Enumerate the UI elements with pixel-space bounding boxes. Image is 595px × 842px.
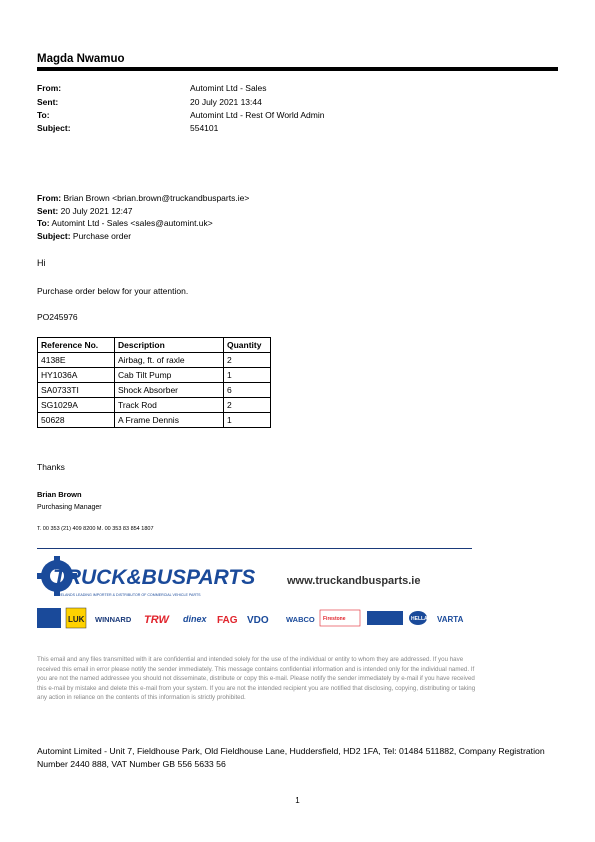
brand-fag: FAG (217, 615, 238, 626)
cell-quantity: 1 (224, 413, 271, 428)
from-value: Automint Ltd - Sales (190, 83, 267, 93)
brand-firestone: Firestone (323, 616, 346, 622)
brand-winnard: WINNARD (95, 615, 132, 624)
cell-description: Track Rod (115, 398, 224, 413)
cell-quantity: 2 (224, 398, 271, 413)
brand-badge-icon (37, 608, 61, 628)
fwd-subject-value: Purchase order (72, 230, 132, 241)
cell-description: Shock Absorber (115, 383, 224, 398)
brand-dinex: dinex (183, 614, 207, 624)
cell-description: Cab Tilt Pump (115, 368, 224, 383)
table-header-row (38, 338, 271, 353)
signature-phone: T. 00 353 (21) 409 8200 M. 00 353 83 854 1807 (37, 526, 154, 532)
brand-logo-icon (367, 611, 403, 625)
disclaimer: This email and any files transmitted with it are confidential and intended solely for the use of the individual or entity to whom they are addressed. If you have received this email in error please notify the sender immediately. This message contains confidential information and is intended only for the individual named. If you are not the named addressee you should not disseminate, distribute or copy this e-mail. Please notify the sender immediately by e-mail if you have received this e-mail by mistake and delete this e-mail from your system. If you are not the intended recipient you are notified that disclosing, copying, distributing or taking any action in reliance on the contents of this information is strictly prohibited. (37, 656, 476, 702)
fwd-to-value: Automint Ltd - Sales <sales@automint.uk> (51, 218, 213, 228)
table-row (38, 383, 271, 398)
thanks-text: Thanks (37, 462, 65, 472)
brand-vdo: VDO (247, 615, 269, 626)
cell-reference: SG1029A (38, 398, 115, 413)
signature-title: Purchasing Manager (37, 504, 102, 511)
sent-value: 20 July 2021 13:44 (190, 97, 262, 107)
subject-value: 554101 (190, 123, 219, 133)
fwd-from-label: From: (37, 193, 62, 203)
page-number: 1 (295, 796, 300, 805)
signature-name: Brian Brown (37, 490, 82, 499)
banner-tagline: IRELANDS LEADING IMPORTER & DISTRIBUTOR OF COMMERCIAL VEHICLE PARTS (57, 593, 201, 597)
subject-label: Subject: (37, 123, 71, 133)
table-row (38, 413, 271, 428)
company-banner (37, 556, 472, 638)
fwd-sent-label: Sent: (37, 205, 59, 216)
forwarded-header (37, 192, 249, 242)
to-label: To: (37, 110, 50, 120)
sender-name: Magda Nwamuo (37, 53, 125, 65)
banner-url: www.truckandbusparts.ie (287, 575, 421, 587)
brand-hella: HELLA (411, 616, 428, 622)
cell-reference: 50628 (38, 413, 115, 428)
intro-text: Purchase order below for your attention. (37, 286, 189, 296)
cell-description: Airbag, ft. of raxle (115, 353, 224, 368)
cell-reference: HY1036A (38, 368, 115, 383)
from-label: From: (37, 83, 62, 93)
signature-divider (37, 548, 472, 549)
fwd-to-label: To: (37, 218, 50, 228)
cell-quantity: 2 (224, 353, 271, 368)
header-description: Description (115, 338, 224, 353)
brand-wabco: WABCO (286, 615, 315, 624)
table-row (38, 368, 271, 383)
table-row (38, 353, 271, 368)
banner-graphic (37, 556, 472, 638)
cell-description: A Frame Dennis (115, 413, 224, 428)
cell-reference: 4138E (38, 353, 115, 368)
company-address: Automint Limited - Unit 7, Fieldhouse Park, Old Fieldhouse Lane, Huddersfield, HD2 1FA, Tel: 01484 511882, Company Registration Number 2440 888, VAT Number GB 556 5633 56 (37, 746, 545, 769)
brand-trw: TRW (144, 614, 169, 626)
to-value: Automint Ltd - Rest Of World Admin (190, 110, 325, 120)
table-row (38, 398, 271, 413)
sent-label: Sent: (37, 97, 59, 107)
purchase-order-table (37, 337, 271, 428)
cell-quantity: 6 (224, 383, 271, 398)
greeting: Hi (37, 258, 46, 268)
header-reference: Reference No. (38, 338, 115, 353)
header-rule (37, 67, 558, 71)
fwd-subject-label: Subject: (37, 230, 71, 241)
brand-luk: LUK (68, 615, 85, 624)
po-number: PO245976 (37, 312, 78, 322)
banner-logo-text: TRUCK&BUSPARTS (53, 566, 256, 589)
cell-reference: SA0733TI (38, 383, 115, 398)
fwd-from-value: Brian Brown <brian.brown@truckandbusparts.ie> (63, 193, 250, 203)
brand-varta: VARTA (437, 615, 464, 624)
cell-quantity: 1 (224, 368, 271, 383)
fwd-sent-value: 20 July 2021 12:47 (60, 205, 133, 216)
header-quantity: Quantity (224, 338, 271, 353)
